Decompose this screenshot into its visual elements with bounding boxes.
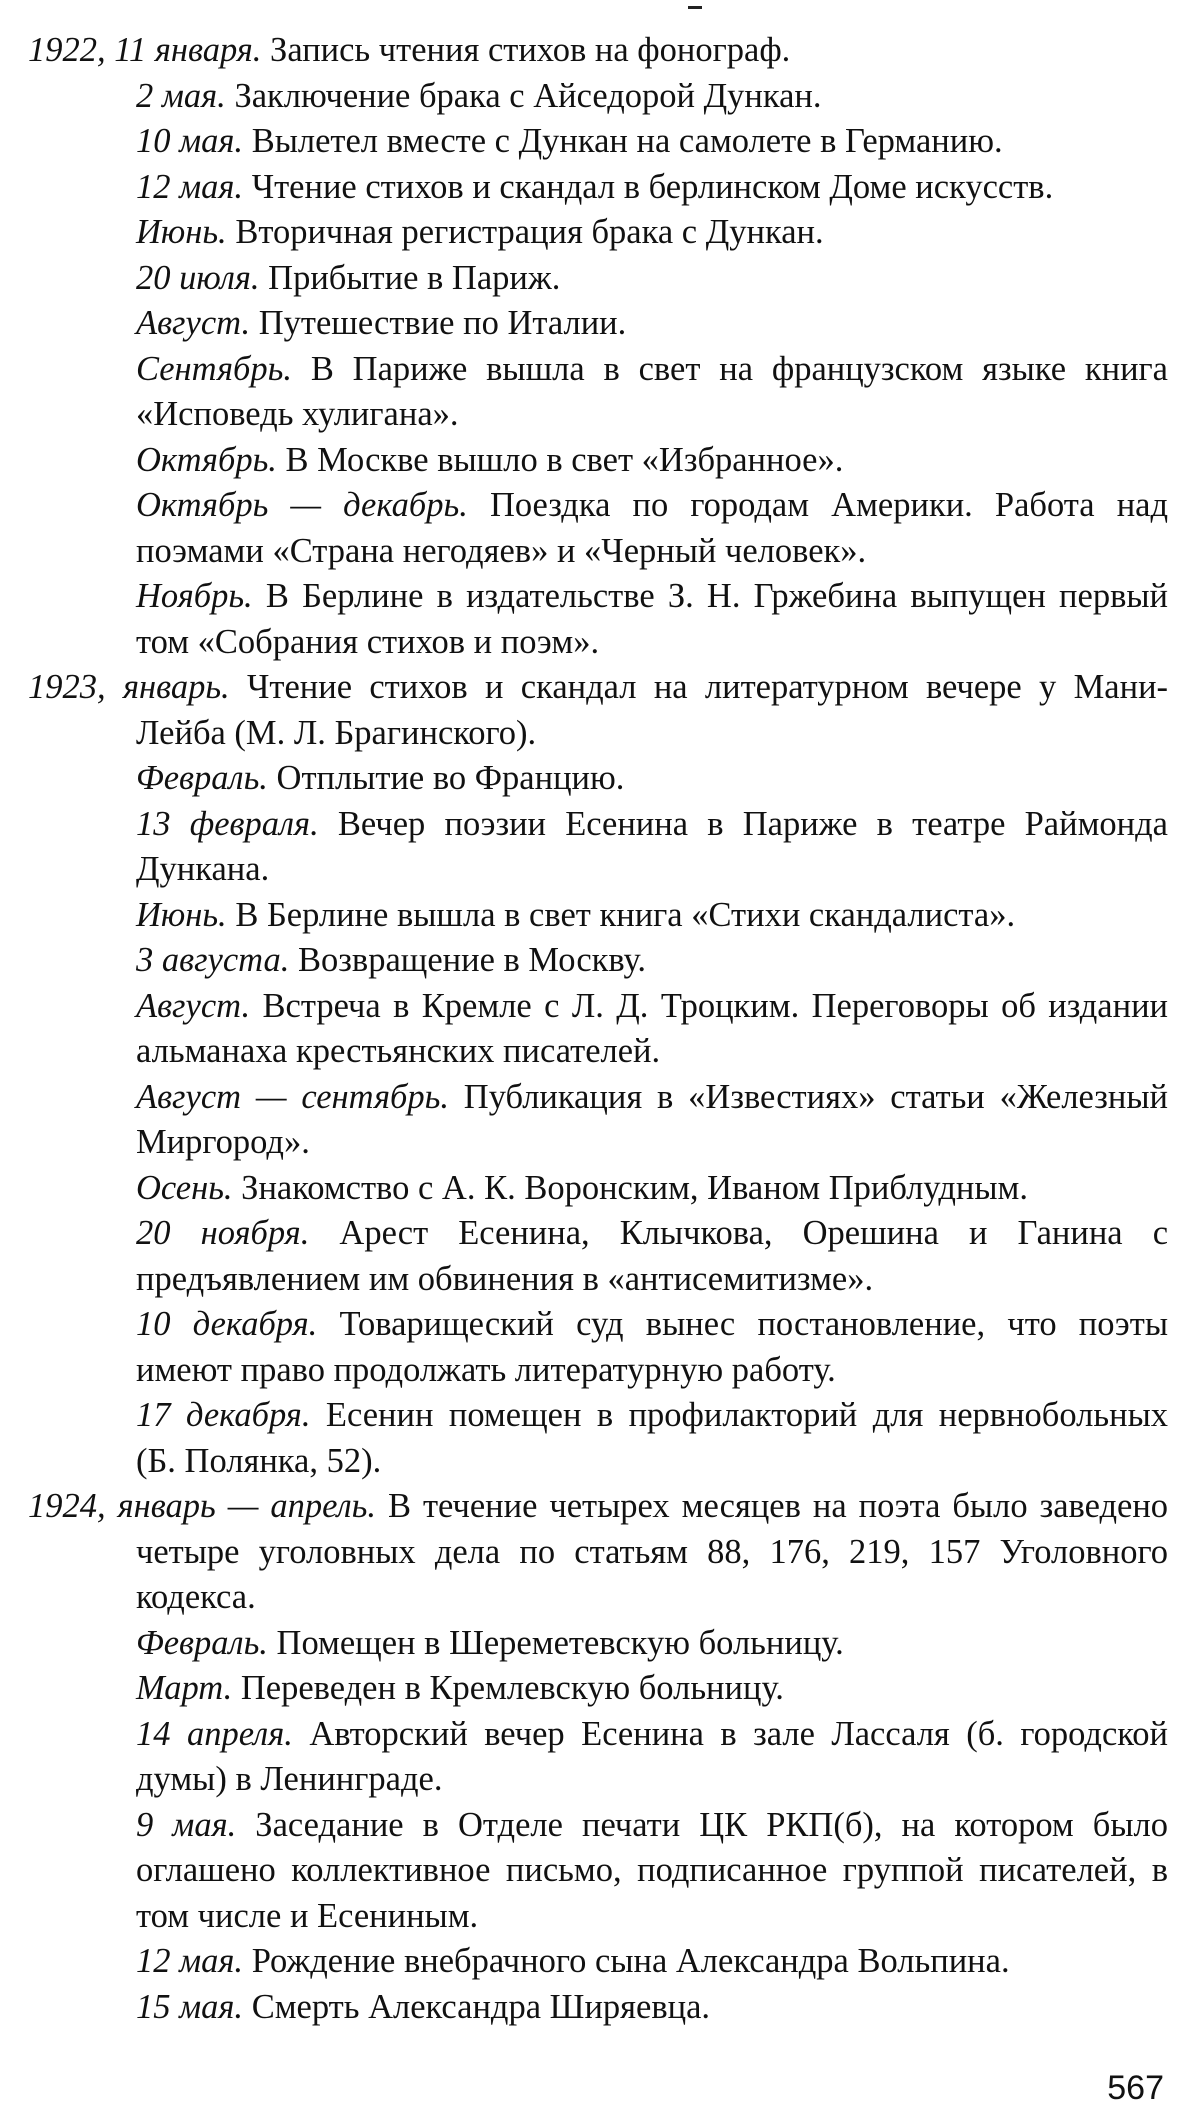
entry-text: Путешествие по Италии. <box>258 304 627 342</box>
entry-text: Помещен в Шереметевскую больницу. <box>276 1623 844 1662</box>
entry-date: Октябрь — декабрь. <box>136 486 468 524</box>
entry-text: В Москве вышло в свет «Избранное». <box>285 440 844 479</box>
entry-text: Рождение внебрачного сына Александра Вольпина. <box>251 1942 1010 1980</box>
entry-date: 12 мая. <box>136 167 244 206</box>
chronology-entry-year-start <box>28 1484 1168 1621</box>
entry-date: 14 апреля. <box>136 1714 293 1753</box>
chronology-entry <box>28 574 1168 665</box>
entry-date: 13 февраля. <box>136 804 319 843</box>
chronology-entry-year-start <box>28 665 1168 756</box>
chronology-entry <box>28 347 1168 438</box>
entry-text: Арест Есенина, Клычкова, Орешина и Ганина с предъявлением им обвинения в «антисемитизме». <box>136 1214 1169 1298</box>
entry-text: Встреча в Кремле с Л. Д. Троцким. Переговоры об издании альманаха крестьянских писателей. <box>136 986 1169 1070</box>
chronology-list <box>28 28 1168 2030</box>
entry-text: В Париже вышла в свет на французском языке книга «Исповедь хулигана». <box>136 349 1168 433</box>
entry-text: В Берлине вышла в свет книга «Стихи скандалиста». <box>235 895 1016 934</box>
chronology-entry <box>28 256 1168 302</box>
entry-date: 20 ноября. <box>136 1214 310 1252</box>
chronology-entry <box>28 165 1168 211</box>
entry-text: Есенин помещен в профилакторий для нервнобольных (Б. Полянка, 52). <box>136 1396 1168 1480</box>
entry-text: Чтение стихов и скандал в берлинском Доме искусств. <box>251 167 1054 206</box>
entry-date: январь — апрель. <box>117 1487 376 1525</box>
entry-text: Вечер поэзии Есенина в Париже в театре Раймонда Дункана. <box>136 804 1168 888</box>
page-number: 567 <box>1107 2069 1164 2107</box>
entry-date: 10 мая. <box>136 122 244 160</box>
entry-text: В течение четырех месяцев на поэта было заведено четыре уголовных дела по статьям 88, 176, 219, 157 Уголовного кодекса. <box>136 1487 1169 1616</box>
entry-year: 1923, <box>28 668 106 706</box>
chronology-entry <box>28 119 1168 165</box>
entry-date: 11 января. <box>114 31 262 69</box>
entry-date: Март. <box>136 1669 233 1707</box>
chronology-entry <box>28 984 1168 1075</box>
entry-date: Август. <box>136 304 251 342</box>
entry-text: Переведен в Кремлевскую больницу. <box>240 1669 784 1707</box>
entry-date: Август. <box>136 986 251 1025</box>
entry-date: 15 мая. <box>136 1987 244 2026</box>
entry-date: Июнь. <box>136 213 227 251</box>
entry-text: Запись чтения стихов на фонограф. <box>270 31 791 69</box>
entry-date: Осень. <box>136 1168 233 1207</box>
entry-text: Поездка по городам Америки. Работа над поэмами «Страна негодяев» и «Черный человек». <box>136 486 1169 570</box>
chronology-entry <box>28 210 1168 256</box>
entry-text: Смерть Александра Ширяевца. <box>251 1987 711 2026</box>
entry-text: Прибытие в Париж. <box>268 258 561 297</box>
chronology-entry <box>28 756 1168 802</box>
chronology-entry <box>28 1166 1168 1212</box>
entry-date: Ноябрь. <box>136 577 253 615</box>
entry-text: Заседание в Отделе печати ЦК РКП(б), на котором было оглашено коллективное письмо, подписанное группой писателей, в том числе и Есениным. <box>136 1805 1168 1935</box>
chronology-entry <box>28 1302 1168 1393</box>
chronology-entry <box>28 893 1168 939</box>
entry-date: Февраль. <box>136 759 268 797</box>
entry-text: Публикация в «Известиях» статьи «Железный Миргород». <box>136 1077 1169 1161</box>
chronology-entry <box>28 1211 1168 1302</box>
chronology-entry <box>28 1621 1168 1667</box>
entry-text: В Берлине в издательстве З. Н. Гржебина выпущен первый том «Собрания стихов и поэм». <box>136 577 1169 661</box>
entry-text: Заключение брака с Айседорой Дункан. <box>234 76 822 115</box>
entry-year: 1922, <box>28 31 106 69</box>
entry-date: Сентябрь. <box>136 349 292 388</box>
chronology-entry <box>28 483 1168 574</box>
entry-text: Отплытие во Францию. <box>276 759 625 797</box>
chronology-entry-year-start <box>28 28 1168 74</box>
chronology-entry <box>28 1803 1168 1940</box>
entry-date: Июнь. <box>136 895 227 934</box>
entry-date: 12 мая. <box>136 1942 244 1980</box>
entry-text: Товарищеский суд вынес постановление, что поэты имеют право продолжать литературную работу. <box>136 1305 1168 1389</box>
entry-date: Февраль. <box>136 1623 268 1662</box>
entry-date: январь. <box>122 668 230 706</box>
entry-date: 17 декабря. <box>136 1396 311 1434</box>
entry-text: Вылетел вместе с Дункан на самолете в Германию. <box>251 122 1003 160</box>
chronology-entry <box>28 74 1168 120</box>
entry-year: 1924, <box>28 1487 106 1525</box>
entry-text: Возвращение в Москву. <box>298 941 646 979</box>
chronology-entry <box>28 1939 1168 1985</box>
chronology-entry <box>28 1985 1168 2031</box>
entry-date: 9 мая. <box>136 1805 237 1844</box>
entry-date: 20 июля. <box>136 258 260 297</box>
entry-date: 2 мая. <box>136 76 226 115</box>
entry-date: 10 декабря. <box>136 1305 318 1343</box>
chronology-entry <box>28 438 1168 484</box>
chronology-entry <box>28 1075 1168 1166</box>
entry-date: Август — сентябрь. <box>136 1077 449 1116</box>
top-dash-mark <box>688 6 702 9</box>
chronology-entry <box>28 1666 1168 1712</box>
chronology-entry <box>28 301 1168 347</box>
entry-text: Знакомство с А. К. Воронским, Иваном Приблудным. <box>241 1168 1029 1207</box>
chronology-entry <box>28 1712 1168 1803</box>
entry-date: Октябрь. <box>136 440 277 479</box>
chronology-entry <box>28 938 1168 984</box>
entry-text: Авторский вечер Есенина в зале Лассаля (б. городской думы) в Ленинграде. <box>136 1714 1168 1798</box>
chronology-entry <box>28 802 1168 893</box>
entry-text: Чтение стихов и скандал на литературном вечере у Мани-Лейба (М. Л. Брагинского). <box>136 668 1169 752</box>
entry-date: 3 августа. <box>136 941 290 979</box>
entry-text: Вторичная регистрация брака с Дункан. <box>235 213 824 251</box>
chronology-entry <box>28 1393 1168 1484</box>
